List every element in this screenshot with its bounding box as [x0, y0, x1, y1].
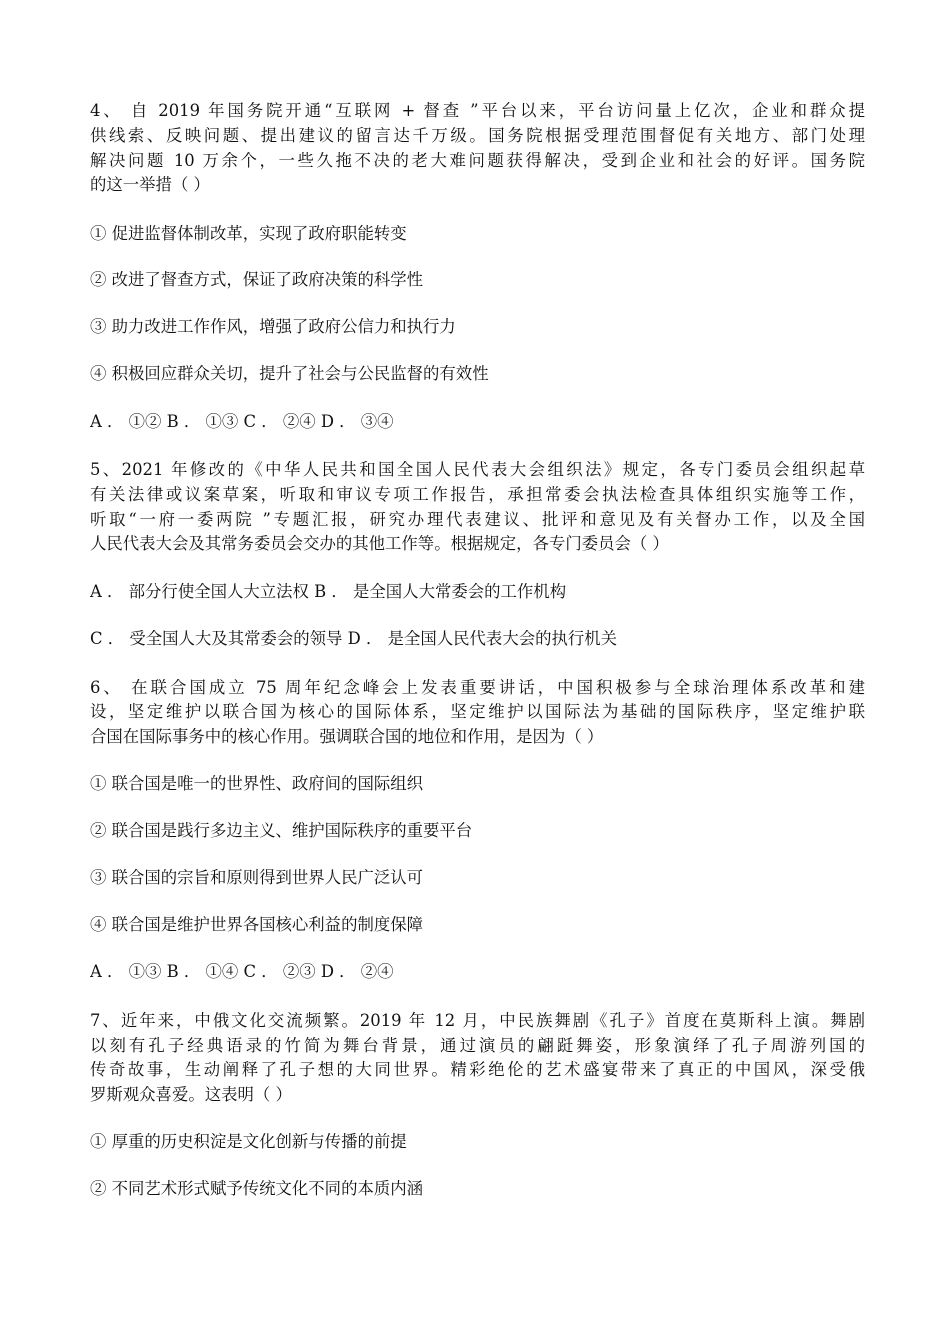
- question-6-statement-4: ④ 联合国是维护世界各国核心利益的制度保障: [90, 915, 424, 934]
- question-6-statement-3: ③ 联合国的宗旨和原则得到世界人民广泛认可: [90, 868, 424, 887]
- question-5-stem-line-2: 有关法律或议案草案，听取和审议专项工作报告，承担常委会执法检查具体组织实施等工作，: [90, 485, 865, 504]
- question-5-stem-line-4: 人民代表大会及其常务委员会交办的其他工作等。根据规定，各专门委员会（ ）: [90, 534, 669, 553]
- question-7-stem-line-1: 7、近年来，中俄文化交流频繁。2019 年 12 月，中民族舞剧《孔子》首度在莫斯科上演。舞剧: [90, 1011, 865, 1030]
- question-4-statement-4: ④ 积极回应群众关切，提升了社会与公民监督的有效性: [90, 364, 489, 383]
- question-4-stem-line-2: 供线索、反映问题、提出建议的留言达千万级。国务院根据受理范围督促有关地方、部门处理: [90, 126, 865, 145]
- question-7-statement-2: ② 不同艺术形式赋予传统文化不同的本质内涵: [90, 1179, 424, 1198]
- question-6-options: A ． ①③ B ． ①④ C ． ②③ D ． ②④: [90, 962, 394, 981]
- question-7-stem-line-4: 罗斯观众喜爱。这表明（ ）: [90, 1085, 292, 1104]
- question-4-stem-line-4: 的这一举措（ ）: [90, 175, 210, 194]
- question-5-options-line-1: A ． 部分行使全国人大立法权 B ． 是全国人大常委会的工作机构: [90, 582, 567, 601]
- question-7-stem-line-3: 传奇故事，生动阐释了孔子想的大同世界。精彩绝伦的艺术盛宴带来了真正的中国风，深受俄: [90, 1060, 865, 1079]
- question-5-stem-line-1: 5、2021 年修改的《中华人民共和国全国人民代表大会组织法》规定，各专门委员会组织起草: [90, 460, 865, 479]
- question-4-statement-3: ③ 助力改进工作作风，增强了政府公信力和执行力: [90, 317, 456, 336]
- question-6-stem-line-2: 设，坚定维护以联合国为核心的国际体系，坚定维护以国际法为基础的国际秩序，坚定维护联: [90, 702, 865, 721]
- question-6-statement-1: ① 联合国是唯一的世界性、政府间的国际组织: [90, 774, 424, 793]
- question-5-stem-line-3: 听取“一府一委两院 ”专题汇报，研究办理代表建议、批评和意见及有关督办工作，以及全国: [90, 510, 865, 529]
- question-4-options: A ． ①② B ． ①③ C ． ②④ D ． ③④: [90, 412, 394, 431]
- question-6-stem-line-3: 合国在国际事务中的核心作用。强调联合国的地位和作用，是因为（ ）: [90, 727, 604, 746]
- question-6-stem-line-1: 6、 在联合国成立 75 周年纪念峰会上发表重要讲话，中国积极参与全球治理体系改革和建: [90, 678, 865, 697]
- question-5-options-line-2: C ． 受全国人大及其常委会的领导 D ． 是全国人民代表大会的执行机关: [90, 629, 618, 648]
- question-4-stem-line-3: 解决问题 10 万余个，一些久拖不决的老大难问题获得解决，受到企业和社会的好评。国务院: [90, 151, 865, 170]
- question-7-stem-line-2: 以刻有孔子经典语录的竹简为舞台背景，通过演员的翩跹舞姿，形象演绎了孔子周游列国的: [90, 1036, 865, 1055]
- question-4-statement-1: ① 促进监督体制改革，实现了政府职能转变: [90, 224, 407, 243]
- question-4-stem-line-1: 4、 自 2019 年国务院开通“互联网 + 督查 ”平台以来，平台访问量上亿次，企业和群众提: [90, 101, 865, 120]
- question-6-statement-2: ② 联合国是践行多边主义、维护国际秩序的重要平台: [90, 821, 473, 840]
- question-4-statement-2: ② 改进了督查方式，保证了政府决策的科学性: [90, 270, 424, 289]
- question-7-statement-1: ① 厚重的历史积淀是文化创新与传播的前提: [90, 1132, 407, 1151]
